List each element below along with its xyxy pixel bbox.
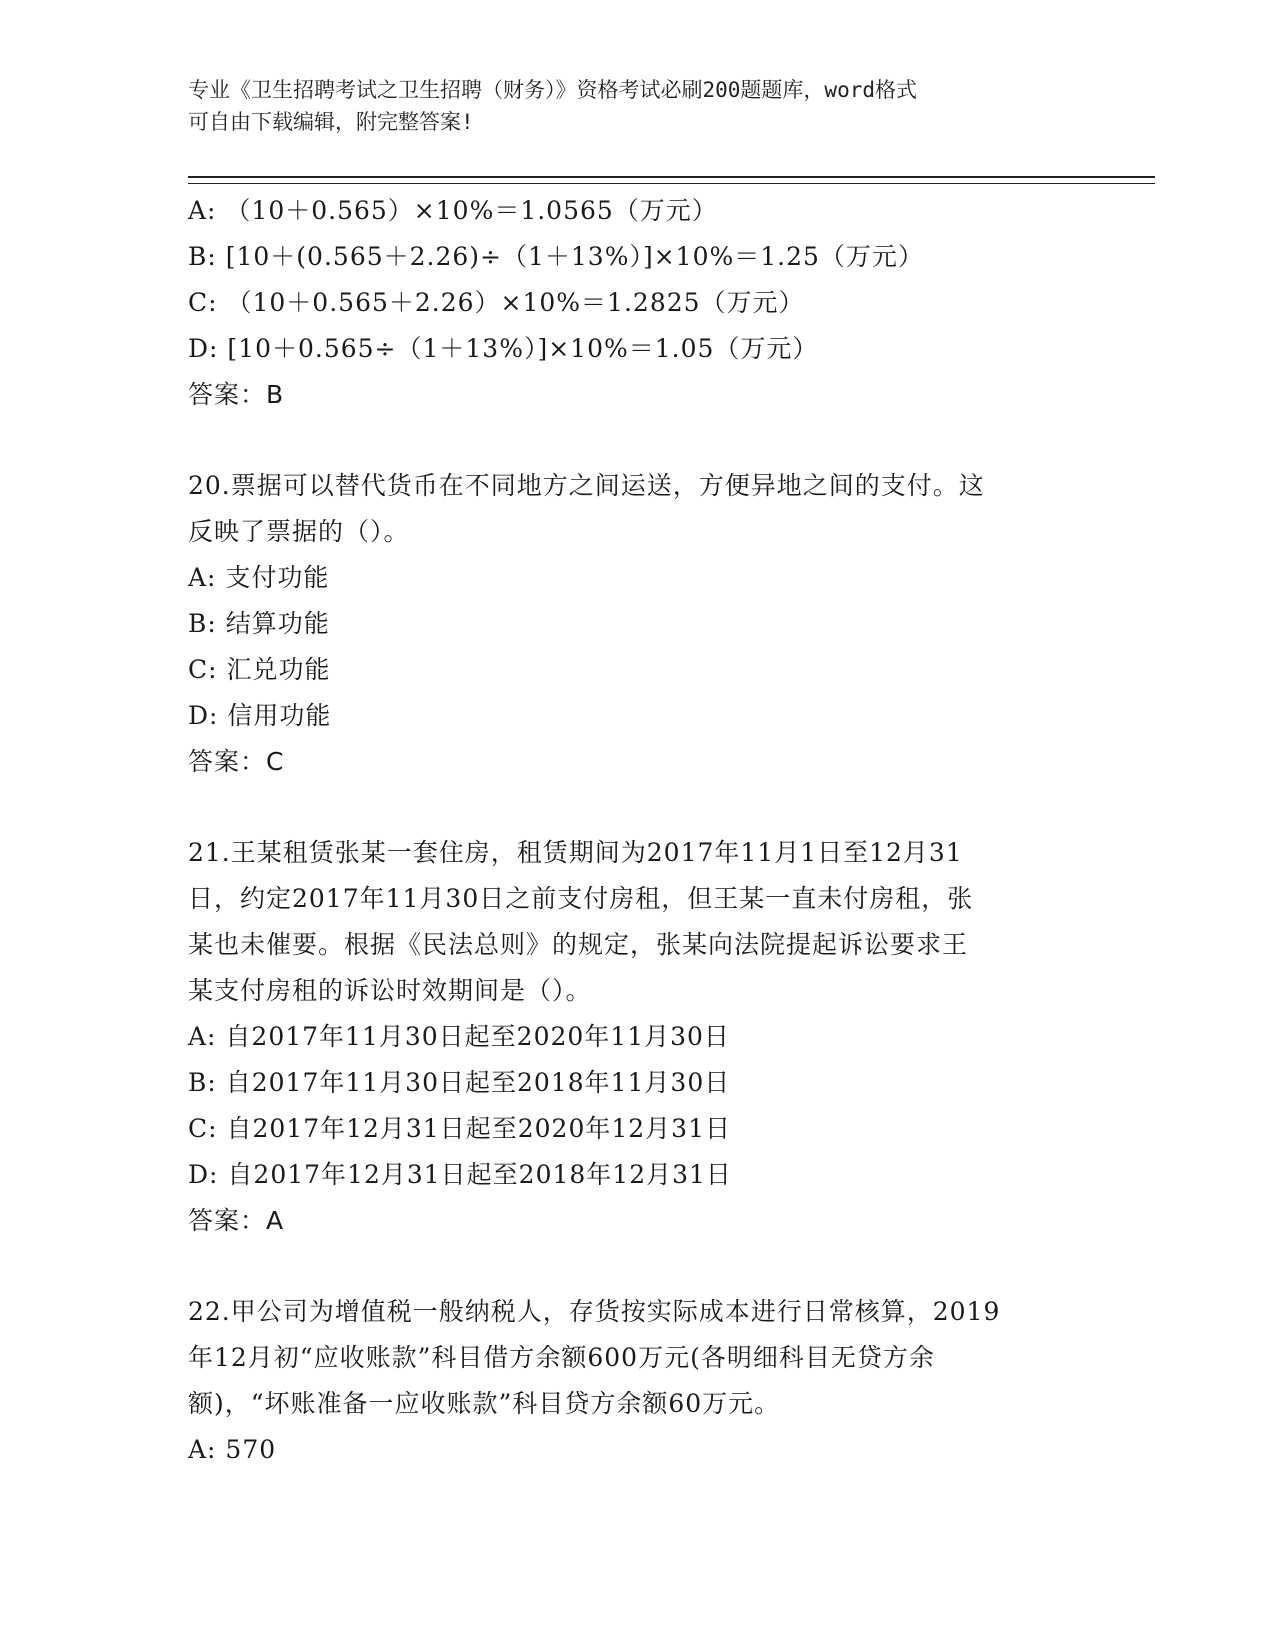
question-block-19 <box>188 188 1088 418</box>
option-b: B: 自2017年11月30日起至2018年11月30日 <box>188 1068 731 1097</box>
question-stem-line: 20.票据可以替代货币在不同地方之间运送，方便异地之间的支付。这 <box>188 471 985 500</box>
header-divider <box>188 176 1155 184</box>
option-d: D: 信用功能 <box>188 701 332 730</box>
question-stem-line: 反映了票据的（）。 <box>188 517 410 546</box>
document-header <box>188 74 1088 138</box>
option-a: A: 570 <box>188 1435 277 1464</box>
question-list <box>188 188 1088 1473</box>
option-c: C: 汇兑功能 <box>188 655 331 684</box>
option-d: D: 自2017年12月31日起至2018年12月31日 <box>188 1160 732 1189</box>
question-block-20 <box>188 463 1088 785</box>
option-a: A: 自2017年11月30日起至2020年11月30日 <box>188 1022 730 1051</box>
header-line-1: 专业《卫生招聘考试之卫生招聘（财务）》资格考试必刷200题题库，word格式 <box>188 78 917 102</box>
question-stem-line: 额)，“坏账准备一应收账款”科目贷方余额60万元。 <box>188 1389 781 1418</box>
question-block-21 <box>188 830 1088 1244</box>
question-stem-line: 年12月初“应收账款”科目借方余额600万元(各明细科目无贷方余 <box>188 1343 935 1372</box>
answer: 答案：B <box>188 380 285 409</box>
question-stem-line: 某也未催要。根据《民法总则》的规定，张某向法院提起诉讼要求王 <box>188 930 969 959</box>
question-stem-line: 日，约定2017年11月30日之前支付房租，但王某一直未付房租，张 <box>188 884 974 913</box>
question-stem-line: 某支付房租的诉讼时效期间是（）。 <box>188 976 592 1005</box>
option-a: A: 支付功能 <box>188 563 330 592</box>
option-b: B: 结算功能 <box>188 609 330 638</box>
option-b: B: [10＋(0.565＋2.26)÷（1＋13%）]×10%＝1.25（万元） <box>188 242 924 271</box>
answer: 答案：C <box>188 747 285 776</box>
option-c: C: （10＋0.565＋2.26）×10%＝1.2825（万元） <box>188 288 805 317</box>
question-stem-line: 22.甲公司为增值税一般纳税人，存货按实际成本进行日常核算，2019 <box>188 1297 1001 1326</box>
question-block-22 <box>188 1289 1088 1473</box>
option-d: D: [10＋0.565÷（1＋13%）]×10%＝1.05（万元） <box>188 334 819 363</box>
answer: 答案：A <box>188 1206 285 1235</box>
option-c: C: 自2017年12月31日起至2020年12月31日 <box>188 1114 731 1143</box>
option-a: A: （10＋0.565）×10%＝1.0565（万元） <box>188 196 718 225</box>
question-stem-line: 21.王某租赁张某一套住房，租赁期间为2017年11月1日至12月31 <box>188 838 963 867</box>
header-line-2: 可自由下载编辑，附完整答案! <box>188 110 474 134</box>
